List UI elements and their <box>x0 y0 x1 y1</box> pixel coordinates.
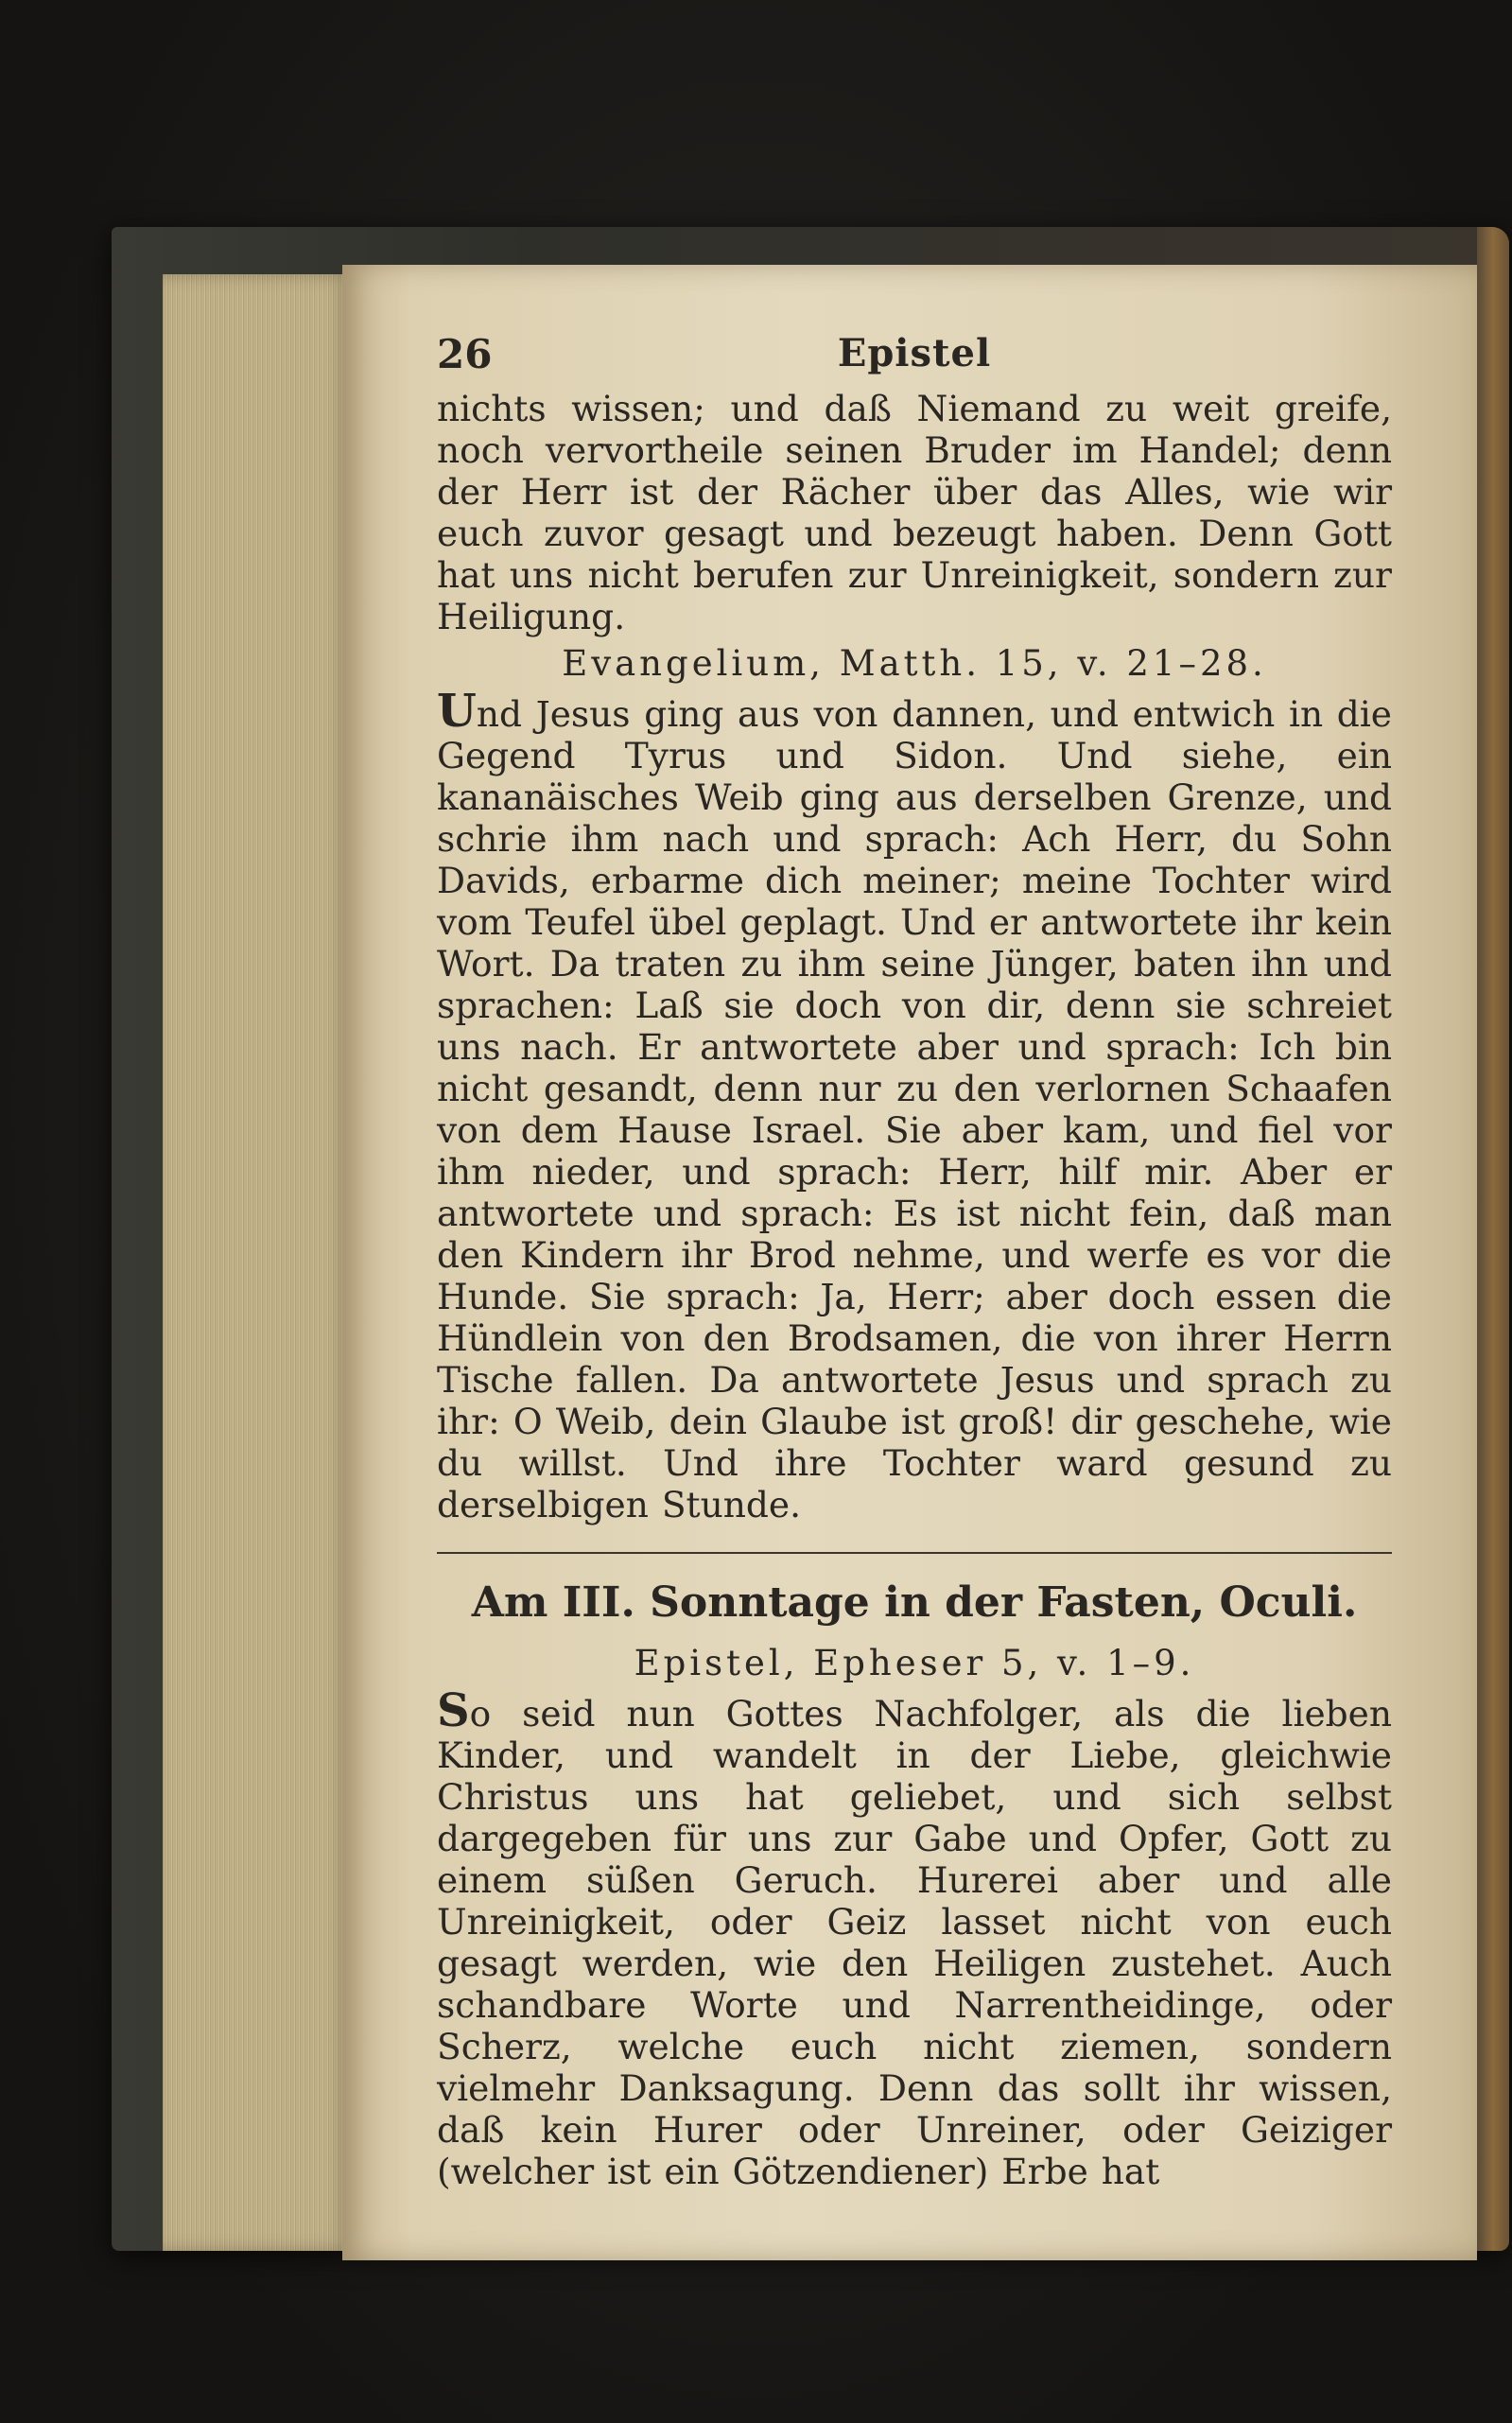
sunday-heading: Am III. Sonntage in der Fasten, Oculi. <box>471 1578 1358 1627</box>
book-cover-edge <box>1477 227 1509 2251</box>
page-edges <box>163 274 352 2251</box>
epistle-text: o seid nun Gottes Nachfolger, als die lieben Kinder, und wandelt in der Liebe, gleichwie Christus uns hat geliebet, und sich selbst dargegeben für uns zur Gabe und Opfer, Gott zu einem süßen Geruch. Hurerei aber und alle Unreinigkeit, oder Geiz lasset nicht von euch gesagt werden, wie den Heiligen zustehet. Auch schandbare Worte und Narrentheidinge, oder Scherz, welche euch nicht ziemen, sondern vielmehr Danksagung. Denn das sollt ihr wissen, daß kein Hurer oder Unreiner, oder Geiziger (welcher ist ein Götzendiener) Erbe hat <box>437 1693 1392 2192</box>
book-block <box>163 265 1477 2260</box>
gospel-text: nd Jesus ging aus von dannen, und entwich in die Gegend Tyrus und Sidon. Und siehe, ein kananäisches Weib ging aus derselben Grenze, und schrie ihm nach und sprach: Ach Herr, du Sohn Davids, erbarme dich meiner; meine Tochter wird vom Teufel übel geplagt. Und er antwortete ihr kein Wort. Da traten zu ihm seine Jünger, baten ihn und sprachen: Laß sie doch von dir, denn sie schreiet uns nach. Er antwortete aber und sprach: Ich bin nicht gesandt, denn nur zu den verlornen Schaafen von dem Hause Israel. Sie aber kam, und fiel vor ihm nieder, und sprach: Herr, hilf mir. Aber er antwortete und sprach: Es ist nicht fein, daß man den Kindern ihr Brod nehme, und werfe es vor die Hunde. Sie sprach: Ja, Herr; aber doch essen die Hündlein von den Brodsamen, die von ihrer Herrn Tische fallen. Da antwortete Jesus und sprach zu ihr: O Weib, dein Glaube ist groß! dir geschehe, wie du willst. Und ihre Tochter ward gesund zu derselbigen Stunde. <box>437 693 1392 1525</box>
running-title: Epistel <box>837 331 992 375</box>
book-page <box>342 265 1477 2260</box>
epistle-continuation-paragraph: nichts wissen; und daß Niemand zu weit greife, noch vervortheile seinen Bruder im Handel; denn der Herr ist der Rächer über das Alles, wie wir euch zuvor gesagt und bezeugt haben. Denn Gott hat uns nicht berufen zur Unreinigkeit, sondern zur Heiligung. <box>437 388 1392 637</box>
gospel-paragraph <box>437 685 1392 1525</box>
epistle-paragraph <box>437 1684 1392 2192</box>
section-divider <box>437 1552 1392 1554</box>
page-content <box>437 331 1392 2192</box>
gospel-dropcap: U <box>437 685 477 738</box>
page-header <box>437 331 1392 388</box>
epistle-heading: Epistel, Epheser 5, v. 1–9. <box>634 1643 1195 1683</box>
page-number: 26 <box>437 331 493 377</box>
gospel-heading: Evangelium, Matth. 15, v. 21–28. <box>562 643 1267 684</box>
epistle-dropcap: S <box>437 1684 470 1737</box>
